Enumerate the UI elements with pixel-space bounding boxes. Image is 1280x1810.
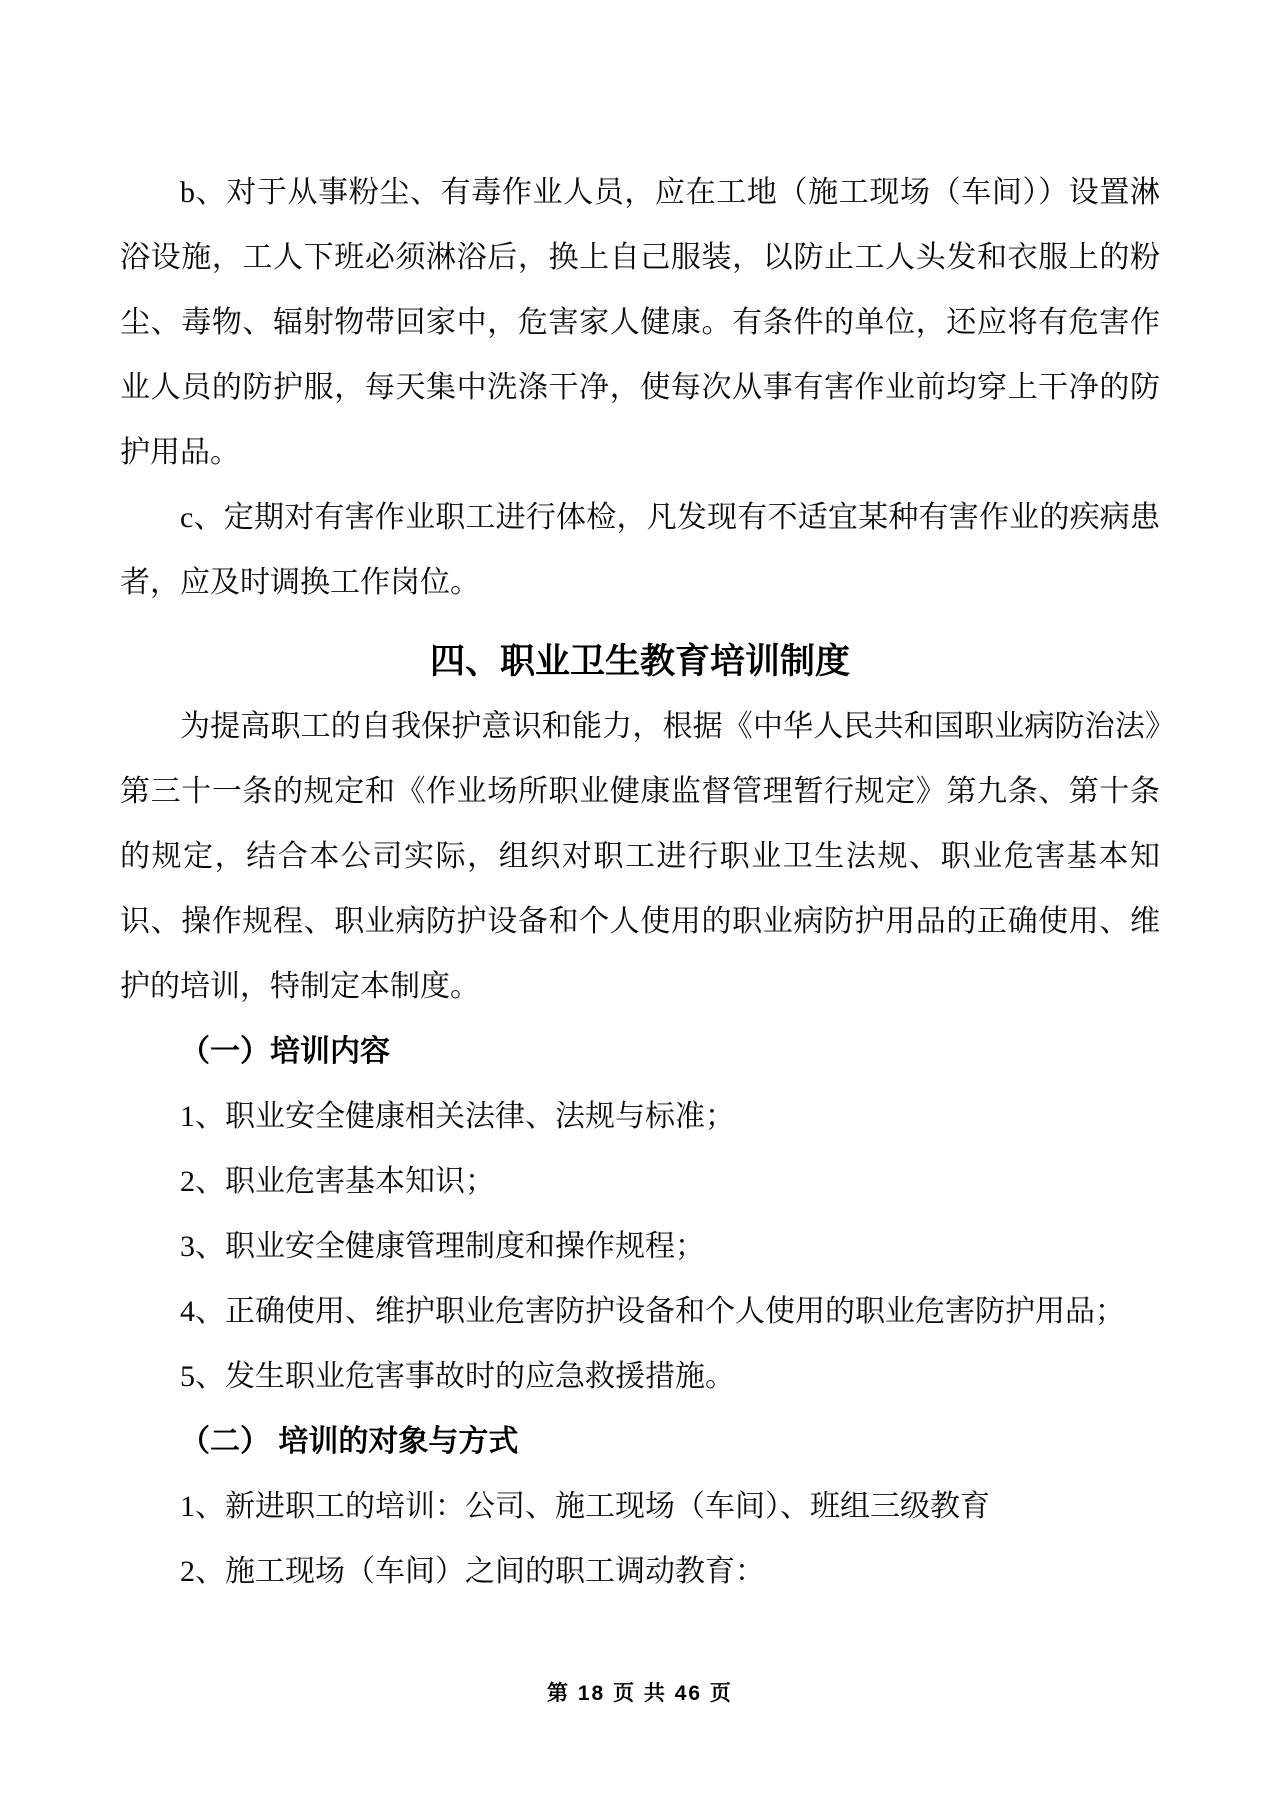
- list-item: 5、发生职业危害事故时的应急救援措施。: [180, 1360, 735, 1393]
- section-heading: 四、职业卫生教育培训制度: [429, 642, 850, 681]
- paragraph-item-b: b、对于从事粉尘、有毒作业人员，应在工地（施工现场（车间））设置淋浴设施，工人下班必须淋浴后，换上自己服装，以防止工人头发和衣服上的粉尘、毒物、辐射物带回家中，危害家人健康。有条件的单位，还应将有危害作业人员的防护服，每天集中洗涤干净，使每次从事有害作业前均穿上干净的防护用品。: [120, 176, 1160, 469]
- page-number-footer: 第 18 页 共 46 页: [547, 1682, 733, 1705]
- list-item: 1、职业安全健康相关法律、法规与标准；: [180, 1100, 735, 1133]
- document-page: [120, 160, 1160, 1604]
- list-item: 4、正确使用、维护职业危害防护设备和个人使用的职业危害防护用品；: [180, 1295, 1125, 1328]
- intro-paragraph: 为提高职工的自我保护意识和能力，根据《中华人民共和国职业病防治法》第三十一条的规定和《作业场所职业健康监督管理暂行规定》第九条、第十条的规定，结合本公司实际，组织对职工进行职业卫生法规、职业危害基本知识、操作规程、职业病防护设备和个人使用的职业病防护用品的正确使用、维护的培训，特制定本制度。: [120, 710, 1160, 1003]
- list-item: 2、施工现场（车间）之间的职工调动教育：: [180, 1555, 765, 1588]
- paragraph-item-c: c、定期对有害作业职工进行体检，凡发现有不适宜某种有害作业的疾病患者，应及时调换工作岗位。: [120, 501, 1160, 599]
- subsection-heading-training-targets: （二） 培训的对象与方式: [180, 1425, 519, 1458]
- list-item: 2、职业危害基本知识；: [180, 1165, 495, 1198]
- list-item: 3、职业安全健康管理制度和操作规程；: [180, 1230, 705, 1263]
- list-item: 1、新进职工的培训：公司、施工现场（车间）、班组三级教育: [180, 1490, 990, 1523]
- subsection-heading-training-content: （一）培训内容: [180, 1035, 390, 1068]
